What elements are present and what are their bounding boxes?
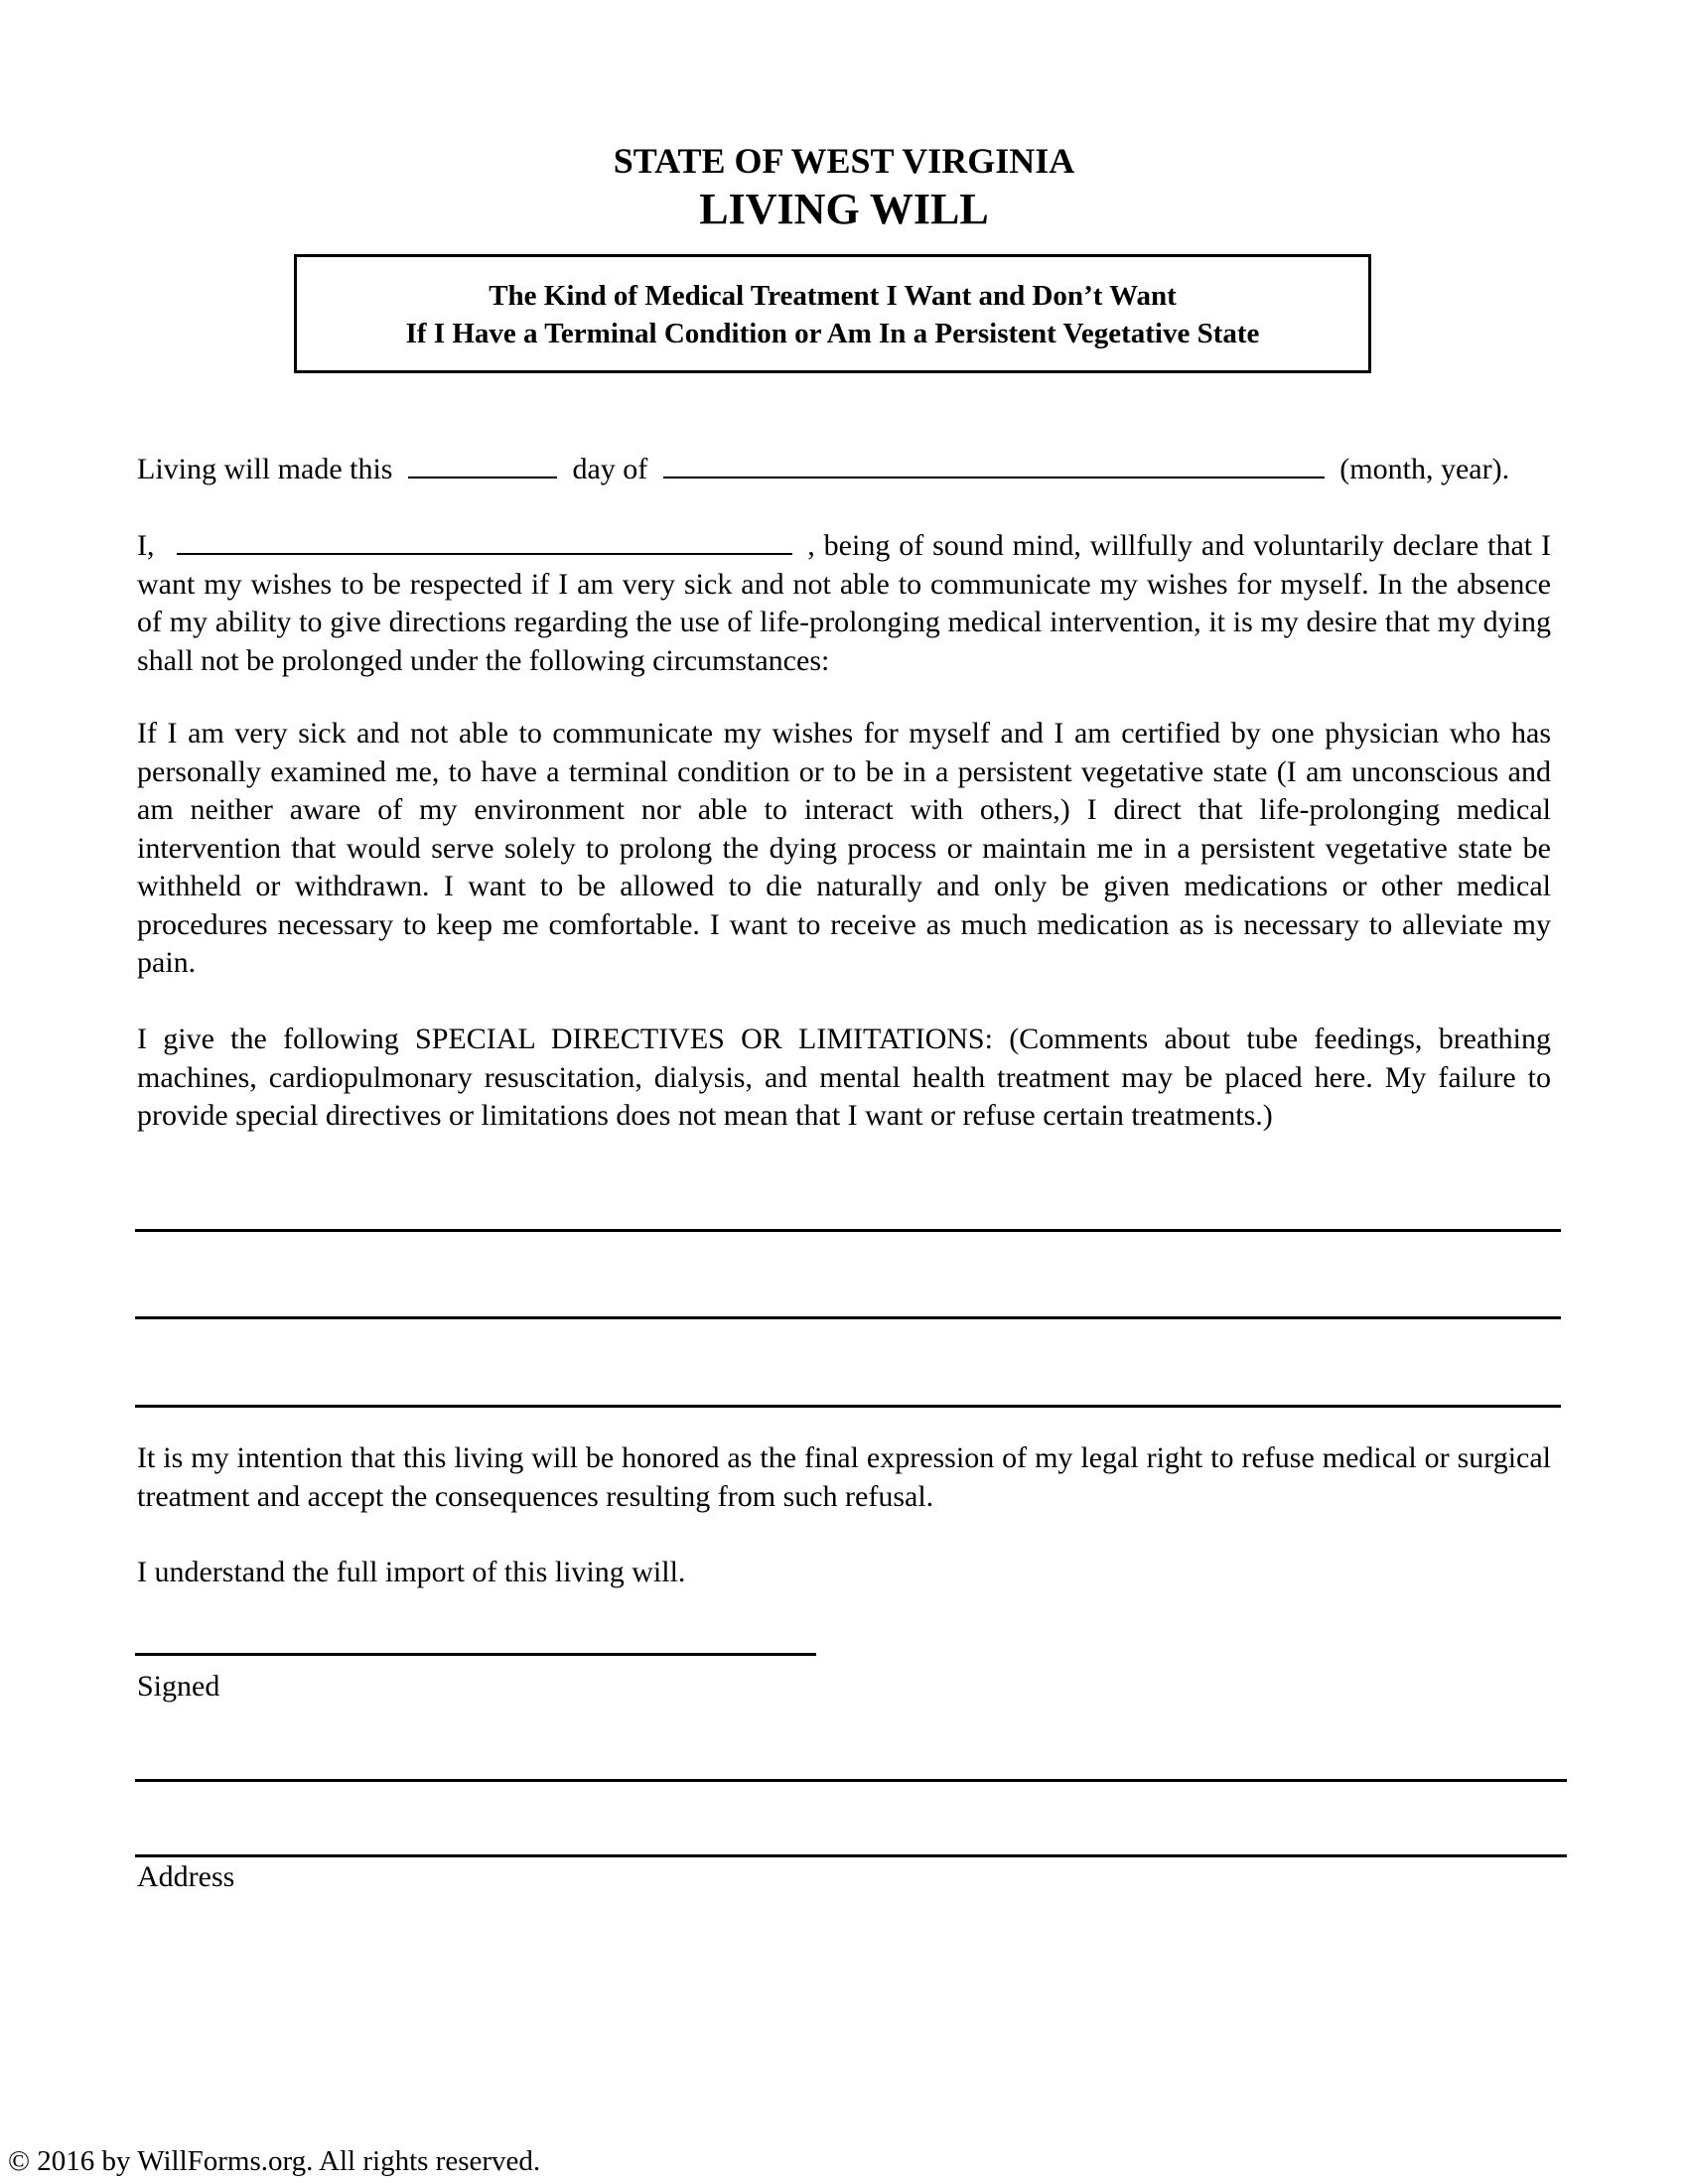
subtitle-box bbox=[294, 254, 1371, 373]
date-line-middle: day of bbox=[572, 453, 648, 485]
declaration-paragraph bbox=[137, 525, 1551, 680]
date-line-suffix: (month, year). bbox=[1339, 453, 1510, 485]
directive-line-3[interactable] bbox=[135, 1405, 1561, 1408]
special-directives-paragraph: I give the following SPECIAL DIRECTIVES OR LIMITATIONS: (Comments about tube feedings, breathing machines, cardiopulmonary resuscitation, dialysis, and mental health treatment may be placed here. My failure to provide special directives or limitations does not mean that I want or refuse certain treatments.) bbox=[137, 1023, 1551, 1132]
address-label: Address bbox=[137, 1860, 235, 1893]
signature-label: Signed bbox=[137, 1670, 220, 1703]
directive-line-2[interactable] bbox=[135, 1316, 1561, 1319]
signature-line[interactable] bbox=[135, 1653, 816, 1656]
declaration-text: , being of sound mind, willfully and voluntarily declare that I want my wishes to be respected if I am very sick and not able to communicate my wishes for myself. In the absence of my ability to give directions regarding the use of life-prolonging medical intervention, it is my desire that my dying shall not be prolonged under the following circumstances: bbox=[137, 529, 1552, 677]
day-blank[interactable] bbox=[408, 449, 557, 478]
circumstances-paragraph: If I am very sick and not able to communicate my wishes for myself and I am certified by one physician who has personally examined me, to have a terminal condition or to be in a persistent vegetative state (I am unconscious and am neither aware of my environment nor able to interact with others,) I direct that life-prolonging medical intervention that would serve solely to prolong the dying process or maintain me in a persistent vegetative state be withheld or withdrawn. I want to be allowed to die naturally and only be given medications or other medical procedures necessary to keep me comfortable. I want to receive as much medication as is necessary to alleviate my pain. bbox=[137, 717, 1551, 979]
declarant-name-blank[interactable] bbox=[177, 525, 792, 555]
directive-line-1[interactable] bbox=[135, 1229, 1561, 1232]
date-line-prefix: Living will made this bbox=[137, 453, 393, 485]
understanding-statement: I understand the full import of this living will. bbox=[137, 1556, 686, 1588]
address-line-1[interactable] bbox=[135, 1779, 1567, 1782]
copyright-footer: © 2016 by WillForms.org. All rights reserved. bbox=[8, 2145, 541, 2177]
intention-paragraph: It is my intention that this living will be honored as the final expression of my legal right to refuse medical or surgical treatment and accept the consequences resulting from such refusal. bbox=[137, 1441, 1551, 1513]
subtitle-line-1: The Kind of Medical Treatment I Want and Don’t Want bbox=[489, 280, 1177, 312]
date-line bbox=[137, 449, 1551, 488]
subtitle-line-2: If I Have a Terminal Condition or Am In a Persistent Vegetative State bbox=[405, 318, 1260, 349]
address-line-2[interactable] bbox=[135, 1854, 1567, 1857]
state-heading: STATE OF WEST VIRGINIA bbox=[613, 141, 1075, 181]
declaration-prefix: I, bbox=[137, 529, 155, 562]
month-year-blank[interactable] bbox=[663, 449, 1325, 478]
document-title: LIVING WILL bbox=[699, 185, 989, 233]
